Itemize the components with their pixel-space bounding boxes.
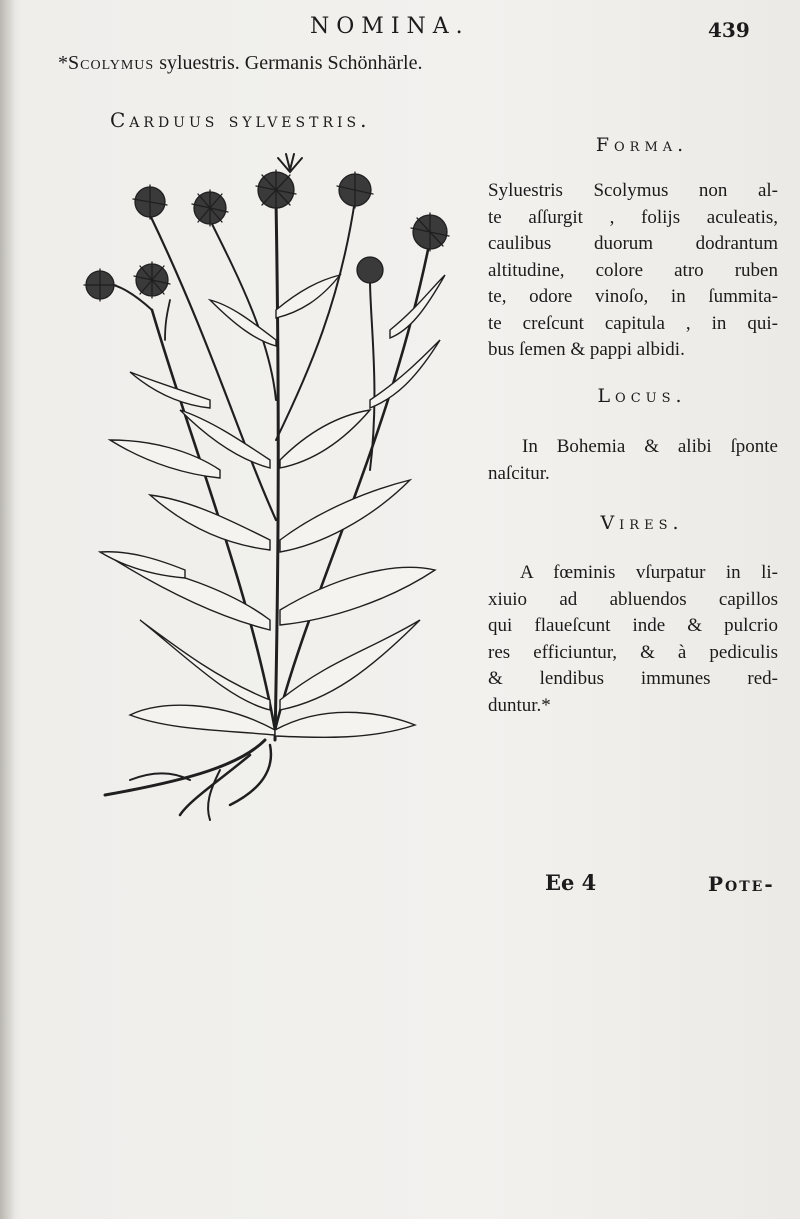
section-heading-locus: Locus.: [597, 385, 687, 407]
text-line: qui flaueſcunt inde & pulcrio: [488, 615, 778, 636]
catchword: Pote-: [708, 872, 775, 896]
text-line: res efficiuntur, & à pediculis: [488, 641, 778, 663]
text-line: xiuio ad abluendos capillos: [488, 588, 778, 610]
section-heading-forma: Forma.: [595, 134, 689, 156]
page-gutter: [0, 0, 14, 1219]
section-text-locus: [488, 434, 778, 487]
text-line: A fœminis vſurpatur in li-: [520, 562, 778, 583]
section-text-vires: [488, 560, 778, 719]
note-marker: *: [58, 52, 68, 74]
running-head: NOMINA.: [310, 14, 470, 39]
page-number: 439: [708, 18, 750, 42]
text-line: te, odore vinoſo, in ſummita-: [488, 286, 778, 307]
latin-name-rest: syluestris.: [154, 52, 240, 74]
text-line: caulibus duorum dodrantum: [488, 233, 778, 254]
bleed-through-text: [330, 860, 347, 880]
text-line: naſcitur.: [488, 462, 550, 484]
text-line: te creſcunt capitula , in qui-: [488, 312, 778, 334]
german-name: Germanis Schönhärle.: [239, 52, 423, 74]
section-heading-vires: Vires.: [600, 512, 684, 534]
thistle-woodcut-illustration: [70, 140, 480, 830]
plant-names-line: [58, 52, 422, 75]
text-line: te aſſurgit , folijs aculeatis,: [488, 206, 778, 228]
signature-mark: Ee 4: [545, 870, 597, 895]
latin-name: Scolymus: [68, 52, 155, 74]
plant-title: Carduus sylvestris.: [110, 108, 371, 132]
text-line: In Bohemia & alibi ſponte: [522, 436, 778, 457]
section-text-forma: [488, 178, 778, 364]
text-line: altitudine, colore atro ruben: [488, 259, 778, 281]
text-line: duntur.*: [488, 694, 551, 716]
text-line: & lendibus immunes red-: [488, 668, 778, 689]
text-line: Syluestris Scolymus non al-: [488, 180, 778, 201]
text-line: bus ſemen & pappi albidi.: [488, 339, 685, 360]
